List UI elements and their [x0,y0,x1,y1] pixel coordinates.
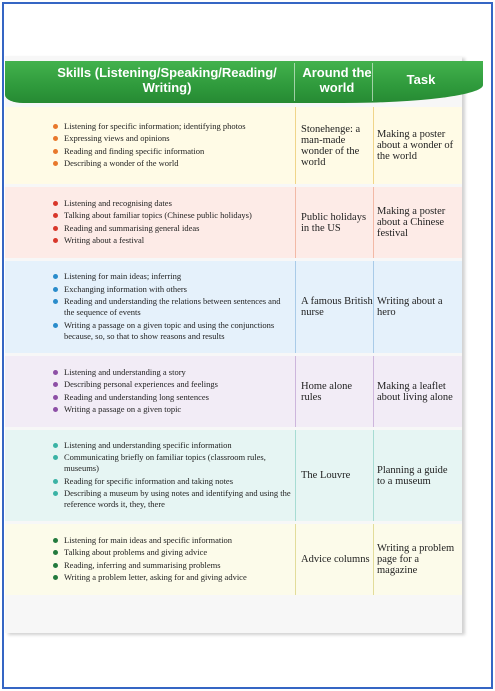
bullet-icon [53,161,58,166]
skill-item: Reading and understanding the relations between sentences and the sequence of events [5,296,295,318]
column-divider [295,261,296,353]
around-the-world-cell: Advice columns [301,554,370,565]
skills-list [5,430,295,521]
table-row [5,524,462,595]
skill-item: Listening for specific information; identifying photos [5,121,295,132]
bullet-icon [53,226,58,231]
skills-list [5,356,295,427]
bullet-icon [53,238,58,243]
column-divider [295,356,296,427]
bullet-icon [53,479,58,484]
skill-item: Listening and understanding a story [5,367,295,378]
skills-list [5,107,295,184]
column-divider [295,187,296,258]
column-divider [373,187,374,258]
skill-item: Talking about familiar topics (Chinese public holidays) [5,210,295,221]
task-cell: Making a poster about a Chinese festival [377,206,446,239]
bullet-icon [53,149,58,154]
bullet-icon [53,382,58,387]
skill-item: Describing a museum by using notes and identifying and using the reference words it, they, there [5,488,295,510]
skills-list [5,524,295,595]
bullet-icon [53,274,58,279]
task-cell: Writing about a hero [377,296,443,318]
bullet-icon [53,299,58,304]
skill-item: Reading, inferring and summarising problems [5,560,295,571]
around-the-world-cell: The Louvre [301,470,351,481]
skill-item: Reading and finding specific information [5,146,295,157]
column-divider [373,430,374,521]
skill-item: Listening and recognising dates [5,198,295,209]
column-divider [295,524,296,595]
skill-item: Writing a passage on a given topic [5,404,295,415]
table-row [5,187,462,258]
bullet-icon [53,538,58,543]
header-task: Task [406,72,436,87]
table-row [5,430,462,521]
bullet-icon [53,563,58,568]
bullet-icon [53,575,58,580]
header-divider [294,63,295,101]
around-the-world-cell: A famous British nurse [301,296,373,318]
skill-item: Reading for specific information and taking notes [5,476,295,487]
header-skills: Skills (Listening/Speaking/Reading/ Writing) [57,65,277,95]
skill-item: Exchanging information with others [5,284,295,295]
skills-list [5,187,295,258]
bullet-icon [53,213,58,218]
skill-item: Expressing views and opinions [5,133,295,144]
bullet-icon [53,287,58,292]
bullet-icon [53,455,58,460]
skills-list [5,261,295,353]
skill-item: Reading and understanding long sentences [5,392,295,403]
bullet-icon [53,407,58,412]
skill-item: Writing a passage on a given topic and using the conjunctions because, so, so that to show reasons and results [5,320,295,342]
around-the-world-cell: Stonehenge: a man-made wonder of the world [301,123,361,168]
skill-item: Talking about problems and giving advice [5,547,295,558]
table-row [5,356,462,427]
table-row [5,107,462,184]
column-divider [295,430,296,521]
task-cell: Making a leaflet about living alone [377,380,453,403]
bullet-icon [53,370,58,375]
column-divider [373,524,374,595]
column-divider [373,356,374,427]
skill-item: Reading and summarising general ideas [5,223,295,234]
skill-item: Listening and understanding specific information [5,440,295,451]
bullet-icon [53,136,58,141]
skill-item: Writing about a festival [5,235,295,246]
skill-item: Communicating briefly on familiar topics (classroom rules, museums) [5,452,295,474]
skill-item: Listening for main ideas; inferring [5,271,295,282]
task-cell: Making a poster about a wonder of the world [377,129,454,162]
task-cell: Planning a guide to a museum [377,464,448,487]
bullet-icon [53,491,58,496]
table-header [5,61,483,103]
skill-item: Listening for main ideas and specific information [5,535,295,546]
bullet-icon [53,201,58,206]
skill-item: Describing a wonder of the world [5,158,295,169]
table-row [5,261,462,353]
column-divider [373,107,374,184]
around-the-world-cell: Home alone rules [301,380,353,403]
task-cell: Writing a problem page for a magazine [377,543,455,576]
bullet-icon [53,124,58,129]
column-divider [373,261,374,353]
skill-item: Describing personal experiences and feelings [5,379,295,390]
header-around-the-world: Around the world [302,65,372,95]
bullet-icon [53,443,58,448]
bullet-icon [53,550,58,555]
column-divider [295,107,296,184]
bullet-icon [53,323,58,328]
header-divider [372,63,373,101]
around-the-world-cell: Public holidays in the US [301,211,367,234]
skill-item: Writing a problem letter, asking for and giving advice [5,572,295,583]
bullet-icon [53,395,58,400]
